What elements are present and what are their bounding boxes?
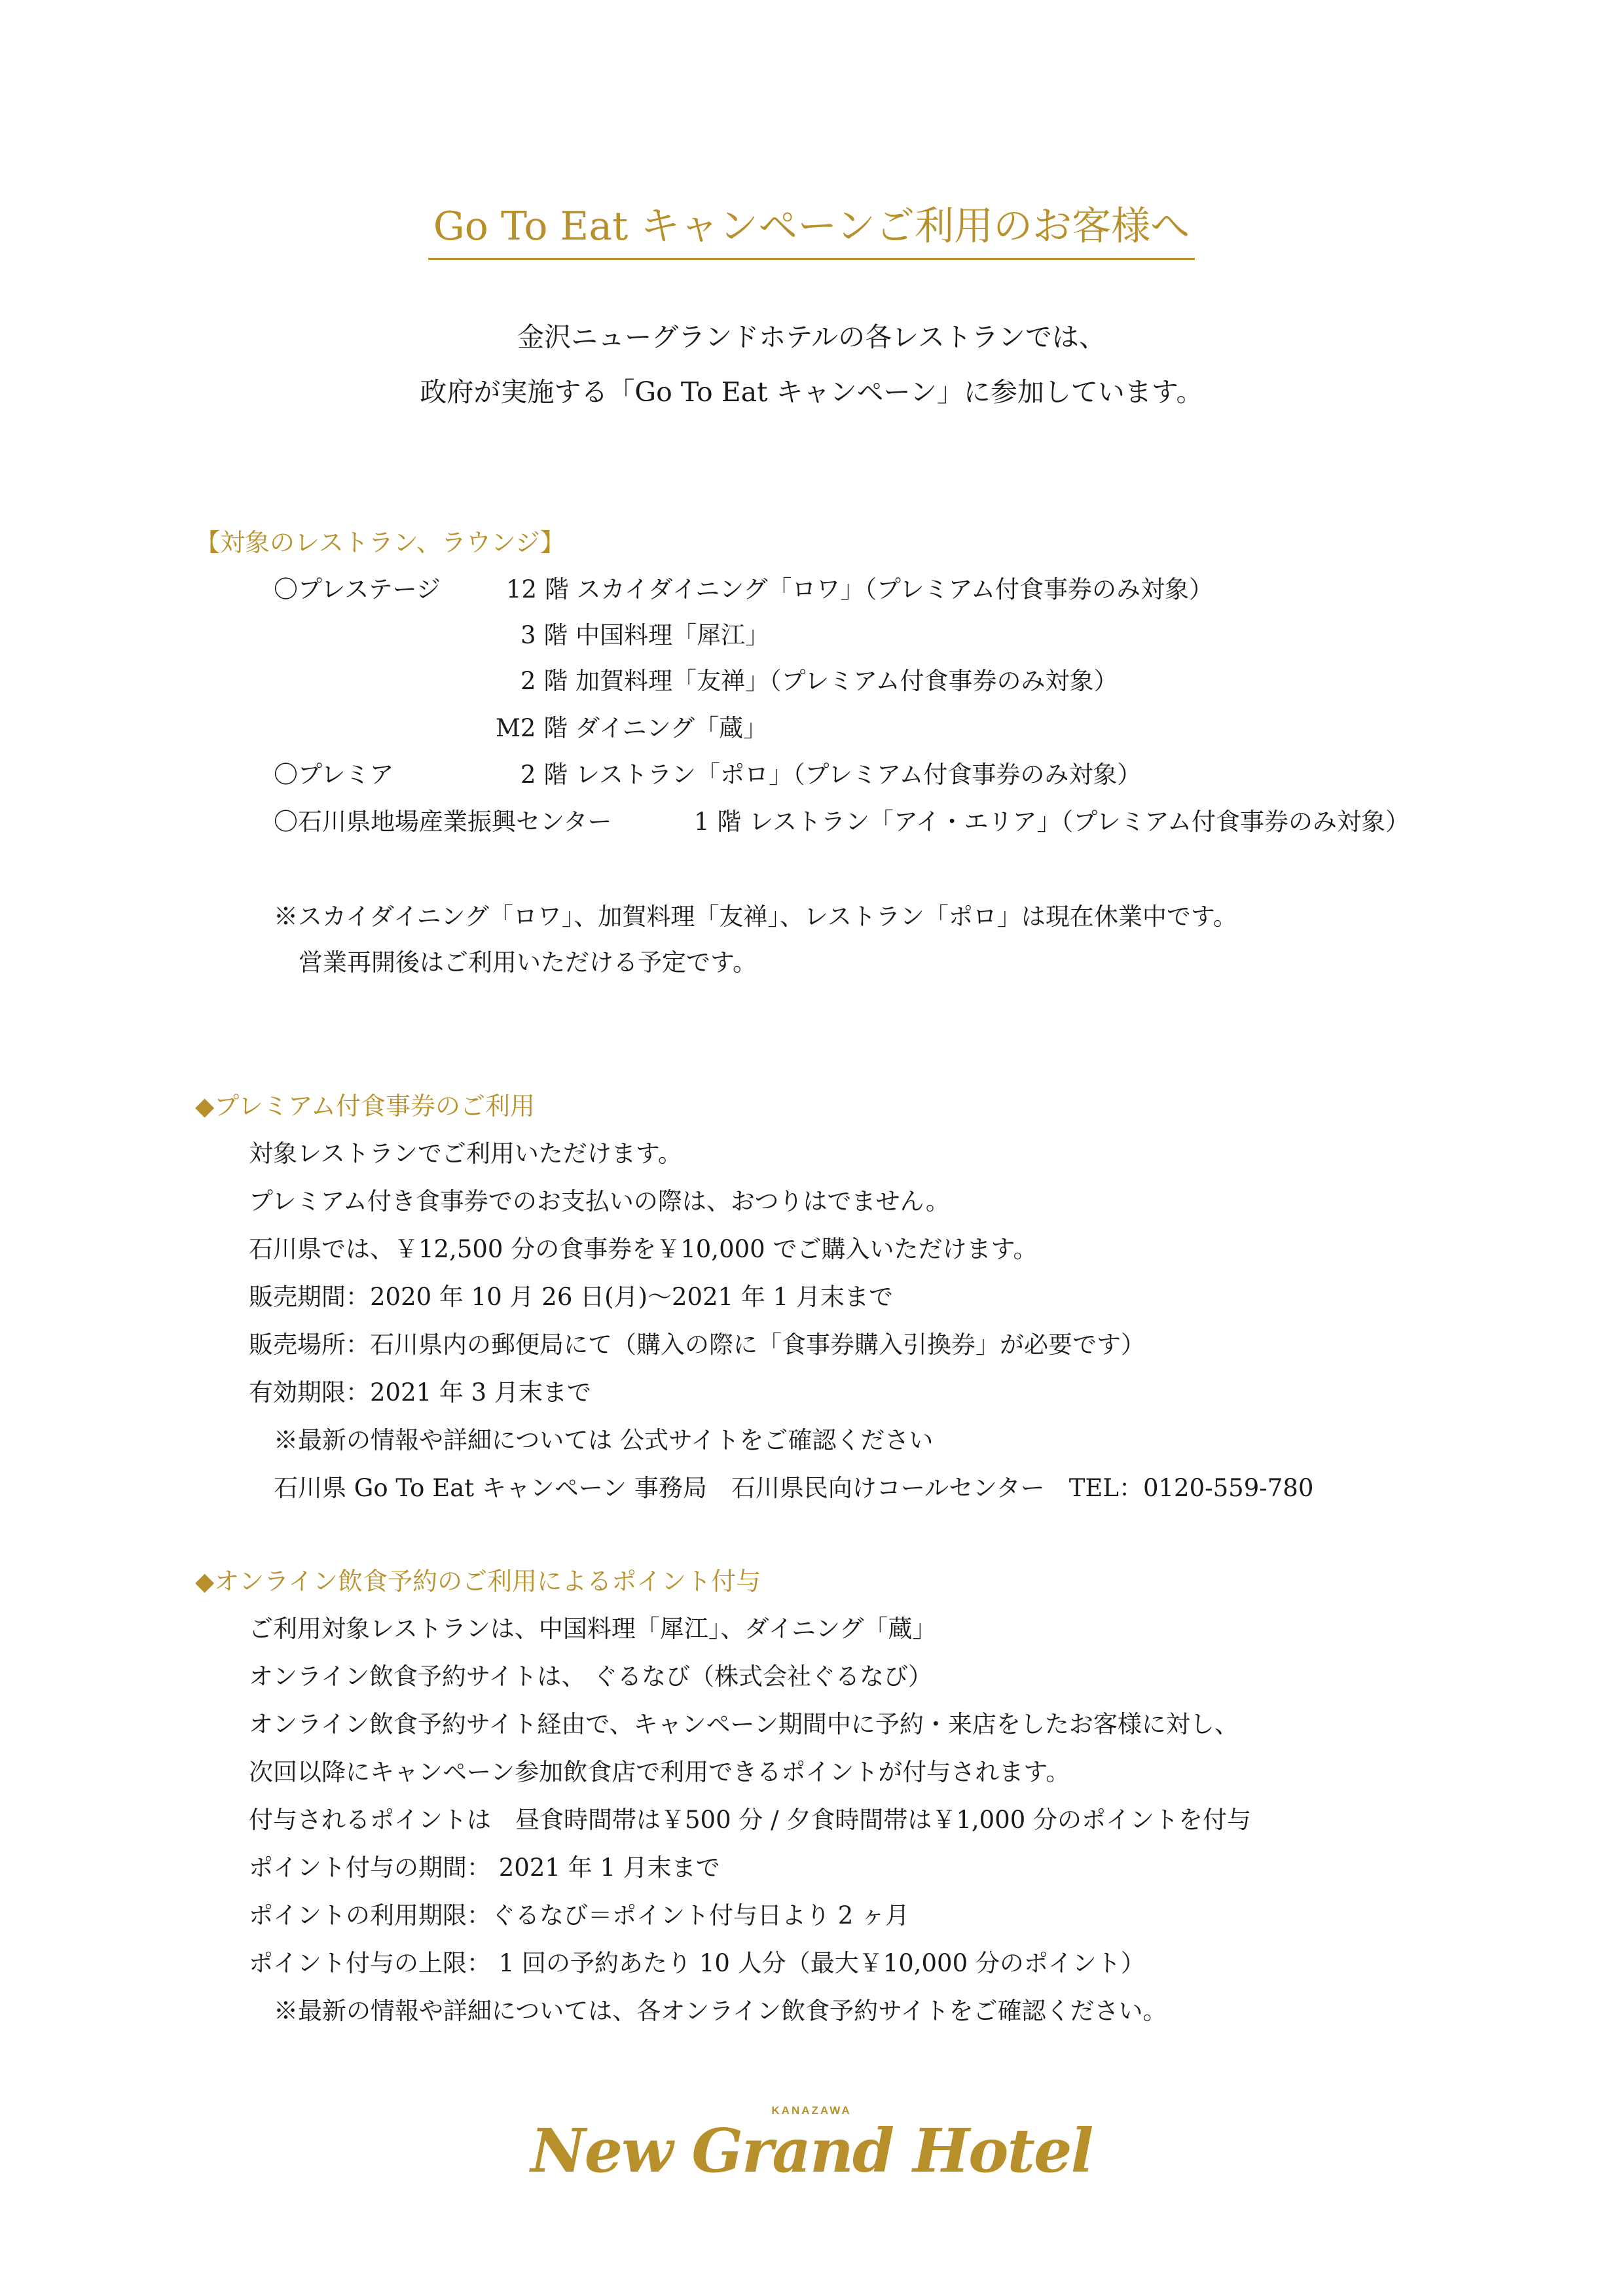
premium-note: ※最新の情報や詳細については 公式サイトをご確認ください	[274, 1426, 934, 1454]
premia-item-1: 2 階 レストラン「ポロ」（プレミアム付食事券のみ対象）	[520, 761, 1142, 789]
premium-line-5: 販売場所：石川県内の郵便局にて（購入の際に「食事券購入引換券」が必要です）	[249, 1331, 1145, 1359]
premium-line-6: 有効期限：2021 年 3 月末まで	[249, 1378, 591, 1407]
online-line-5: 付与されるポイントは 昼食時間帯は￥500 分 / 夕食時間帯は￥1,000 分のポイントを付与	[249, 1806, 1252, 1834]
online-line-4: 次回以降にキャンペーン参加飲食店で利用できるポイントが付与されます。	[249, 1758, 1070, 1786]
ishikawa-label: 〇石川県地場産業振興センター	[274, 808, 612, 836]
prestage-item-1: 12 階 スカイダイニング「ロワ」（プレミアム付食事券のみ対象）	[506, 575, 1213, 603]
premium-heading: ◆プレミアム付食事券のご利用	[195, 1092, 536, 1121]
prestage-item-3: 2 階 加賀料理「友禅」（プレミアム付食事券のみ対象）	[520, 667, 1118, 695]
premium-line-2: プレミアム付き食事券でのお支払いの際は、おつりはでません。	[249, 1187, 950, 1215]
prestage-item-4: M2 階 ダイニング「蔵」	[496, 714, 767, 742]
prestage-item-2: 3 階 中国料理「犀江」	[520, 621, 770, 649]
logo-kanazawa: KANAZAWA	[771, 2104, 852, 2117]
online-note: ※最新の情報や詳細については、各オンライン飲食予約サイトをご確認ください。	[274, 1997, 1167, 2025]
intro-line-2: 政府が実施する「Go To Eat キャンペーン」に参加しています。	[420, 376, 1203, 408]
premium-line-1: 対象レストランでご利用いただけます。	[249, 1139, 682, 1168]
online-line-1: ご利用対象レストランは、中国料理「犀江」、ダイニング「蔵」	[249, 1615, 937, 1643]
online-line-8: ポイント付与の上限： 1 回の予約あたり 10 人分（最大￥10,000 分のポイント）	[249, 1949, 1145, 1977]
page-title-text: Go To Eat キャンペーンご利用のお客様へ	[428, 195, 1195, 260]
premium-line-4: 販売期間：2020 年 10 月 26 日(月)～2021 年 1 月末まで	[249, 1283, 893, 1311]
closure-note-2: 営業再開後はご利用いただける予定です。	[299, 948, 757, 977]
premium-line-3: 石川県では、￥12,500 分の食事券を￥10,000 でご購入いただけます。	[249, 1235, 1038, 1263]
closure-note-1: ※スカイダイニング「ロワ」、加賀料理「友禅」、レストラン「ポロ」は現在休業中です。	[274, 903, 1237, 931]
prestage-label: 〇プレステージ	[274, 575, 441, 603]
intro-line-1: 金沢ニューグランドホテルの各レストランでは、	[517, 321, 1106, 353]
online-line-3: オンライン飲食予約サイト経由で、キャンペーン期間中に予約・来店をしたお客様に対し、	[249, 1710, 1239, 1738]
premia-label: 〇プレミア	[274, 761, 394, 789]
online-line-6: ポイント付与の期間： 2021 年 1 月末まで	[249, 1854, 720, 1882]
ishikawa-item-1: 1 階 レストラン「アイ・エリア」（プレミアム付食事券のみ対象）	[694, 808, 1410, 836]
online-line-7: ポイントの利用期限：ぐるなび＝ポイント付与日より 2 ヶ月	[249, 1901, 910, 1929]
page-title	[0, 195, 1623, 260]
online-heading: ◆オンライン飲食予約のご利用によるポイント付与	[195, 1567, 761, 1596]
restaurants-heading: 【対象のレストラン、ラウンジ】	[195, 528, 565, 557]
online-line-2: オンライン飲食予約サイトは、 ぐるなび（株式会社ぐるなび）	[249, 1662, 933, 1691]
premium-contact: 石川県 Go To Eat キャンペーン 事務局 石川県民向けコールセンター TEL：0120-559-780	[274, 1474, 1314, 1502]
hotel-logo: New Grand Hotel	[530, 2115, 1093, 2186]
